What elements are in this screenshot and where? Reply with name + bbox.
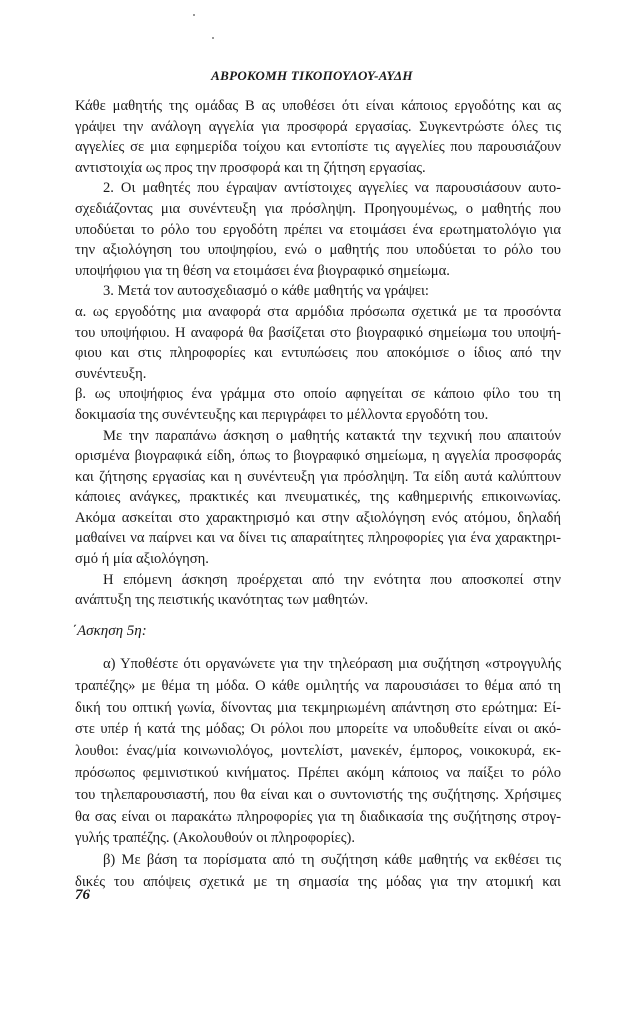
text-line: συνέντευξη. bbox=[75, 365, 147, 382]
scan-speck bbox=[212, 37, 214, 39]
text-line: α. ως εργοδότης μια αναφορά στα αρμόδια πρόσωπα σχετικά με τα προσόντα bbox=[75, 303, 561, 320]
exercise-text-block bbox=[75, 654, 561, 894]
scan-speck bbox=[193, 14, 195, 16]
text-line: αγγελίες σε μια εφημερίδα τοίχου και εντοπίστε τις αγγελίες που παρουσιάζουν bbox=[75, 139, 561, 156]
text-line: του τηλεπαρουσιαστή, που θα είναι και ο συντονιστής της συζήτησης. Χρήσιμες bbox=[75, 786, 561, 803]
running-header: ΑΒΡΟΚΟΜΗ ΤΙΚΟΠΟΥΛΟΥ-ΑΥΔΗ bbox=[211, 68, 413, 83]
text-line: κάποιες ανάγκες, πρακτικές και πνευματικές, της καθημερινής επικοινωνίας. bbox=[75, 489, 561, 506]
text-line: Με την παραπάνω άσκηση ο μαθητής κατακτά την τεχνική που απαιτούν bbox=[103, 427, 561, 444]
text-line: σμό ή μία αξιολόγηση. bbox=[75, 551, 209, 568]
text-line: σχεδιάζοντας μια συνέντευξη για πρόσληψη. Προηγουμένως, ο μαθητής που bbox=[75, 200, 561, 217]
exercise-heading: ΄Ασκηση 5η: bbox=[72, 623, 147, 639]
text-line: αντιστοιχία ως προς την προσφορά και τη ζήτηση εργασίας. bbox=[75, 159, 426, 176]
text-line: λουθοι: ένας/μία κοινωνιολόγος, μοντελίστ, μανεκέν, έμπορος, νοικοκυρά, εκ- bbox=[75, 743, 561, 760]
text-line: β. ως υποψήφιος ένα γράμμα στο οποίο αφηγείται σε κάποιο φίλο του τη bbox=[75, 386, 561, 403]
page-number: 76 bbox=[75, 887, 90, 903]
text-line: του υποψήφιου. Η αναφορά θα βασίζεται στο βιογραφικό σημείωμα του υποψή- bbox=[75, 324, 561, 341]
text-line: Κάθε μαθητής της ομάδας Β ας υποθέσει ότι είναι κάποιος εργοδότης και ας bbox=[75, 98, 561, 114]
body-text-block bbox=[75, 96, 561, 611]
text-line: 3. Μετά τον αυτοσχεδιασμό ο κάθε μαθητής να γράψει: bbox=[103, 283, 429, 300]
text-line: ορισμένα βιογραφικά είδη, όπως το βιογραφικό σημείωμα, η αγγελία προσφοράς bbox=[75, 448, 561, 465]
text-line: Η επόμενη άσκηση προέρχεται από την ενότητα που αποσκοπεί στην bbox=[103, 571, 561, 588]
text-line: 2. Οι μαθητές που έγραψαν αντίστοιχες αγγελίες να παρουσιάσουν αυτο- bbox=[103, 180, 561, 197]
text-line: τραπέζης» με θέμα τη μόδα. Ο κάθε ομιλητής να παρουσιάσει το θέμα από τη bbox=[75, 677, 561, 694]
text-line: θα σας είναι οι παρακάτω πληροφορίες για τη διαδικασία της συζήτησης στρογ- bbox=[75, 808, 561, 825]
text-line: στε υπέρ ή κατά της μόδας; Οι ρόλοι που μπορείτε να υποδυθείτε είναι οι ακό- bbox=[75, 721, 561, 738]
text-line: και ζήτησης εργασίας και η συνέντευξη για πρόσληψη. Τα είδη αυτά καλύπτουν bbox=[75, 468, 561, 485]
text-line: β) Με βάση τα πορίσματα από τη συζήτηση κάθε μαθητής να εκθέσει τις bbox=[103, 852, 561, 869]
text-line: υποδύεται το ρόλο του εργοδότη πρέπει να ετοιμάσει ένα ερωτηματολόγιο για bbox=[75, 221, 561, 238]
text-line: υποψήφιου για τη θέση να ετοιμάσει ένα βιογραφικό σημείωμα. bbox=[75, 262, 450, 279]
text-line: μαθαίνει να παίρνει και να δίνει τις απαραίτητες πληροφορίες για ένα χαρακτηρι- bbox=[75, 530, 561, 547]
text-line: φιου και στις πληροφορίες και εντυπώσεις που αποκόμισε ο ίδιος από την bbox=[75, 345, 561, 362]
text-line: γράψει την ανάλογη αγγελία για προσφορά εργασίας. Συγκεντρώστε όλες τις bbox=[75, 118, 561, 135]
text-line: πρόσωπος φεμινιστικού κινήματος. Πρέπει ακόμη κάποιος να παίξει το ρόλο bbox=[75, 764, 561, 781]
text-line: δικές του απόψεις σχετικά με τη σημασία της μόδας για την ατομική και bbox=[75, 873, 561, 890]
text-line: δική του οπτική γωνία, δίνοντας μια τεκμηριωμένη απάντηση στο ερώτημα: Εί- bbox=[75, 699, 561, 716]
text-line: δοκιμασία της συνέντευξης και περιγράφει το μέλλοντα εργοδότη του. bbox=[75, 406, 489, 423]
text-line: ανάπτυξη της πειστικής ικανότητας των μαθητών. bbox=[75, 592, 369, 609]
text-line: γυλής τραπέζης. (Ακολουθούν οι πληροφορίες). bbox=[75, 830, 355, 847]
text-line: την αξιολόγηση του υποψηφίου, ενώ ο μαθητής που υποδύεται το ρόλο του bbox=[75, 242, 561, 259]
text-line: Ακόμα ασκείται στο χαρακτηρισμό και στην αξιολόγηση ενός ατόμου, δηλαδή bbox=[75, 509, 561, 526]
text-line: α) Υποθέστε ότι οργανώνετε για την τηλεόραση μια συζήτηση «στρογγυλής bbox=[103, 656, 561, 672]
